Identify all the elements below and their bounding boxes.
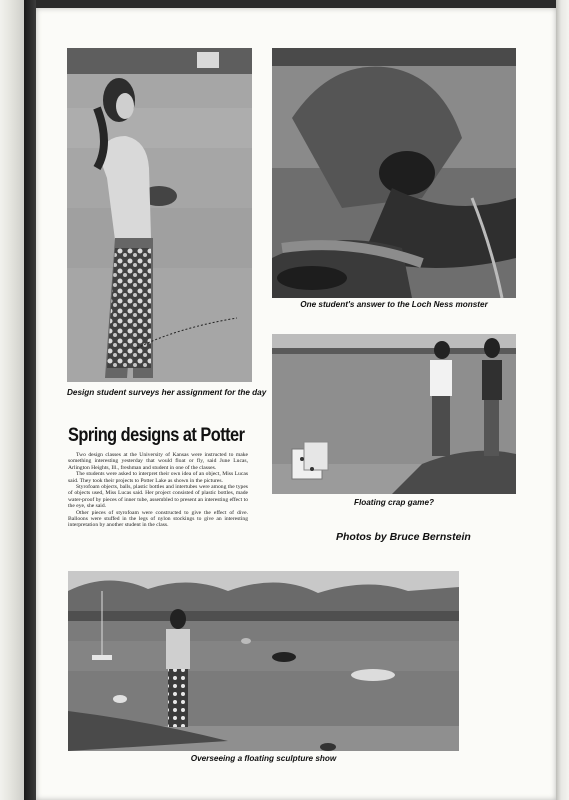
photo-student-surveys	[67, 48, 252, 382]
caption-crap-game: Floating crap game?	[353, 498, 435, 507]
binding-gutter	[24, 0, 36, 800]
caption-sculpture-show: Overseeing a floating sculpture show	[190, 754, 337, 763]
photo-loch-ness	[272, 48, 516, 298]
page-edge	[556, 0, 569, 800]
photo-sculpture-show	[68, 571, 459, 751]
photo-credit: Photos by Bruce Bernstein	[336, 531, 471, 543]
story-body	[68, 452, 248, 529]
story-paragraph: The students were asked to interpret their own idea of an object, Miss Lucas said. They took their projects to Potter Lake as shown in the pictures.	[68, 471, 248, 484]
story-paragraph: Styrofoam objects, balls, plastic bottles and intertubes were among the types of objects used, Miss Lucas said. Her project consisted of plastic bottles, made water-proof by pieces of inner tube, assembled to present an interesting effect to the eye, she said.	[68, 484, 248, 510]
story-paragraph: Other pieces of styrofoam were constructed to give the effect of dive. Balloons were stuffed in the legs of nylon stockings to give an interesting interpretation by another student in the class.	[68, 509, 248, 529]
story-headline: Spring designs at Potter	[68, 425, 245, 446]
story-paragraph: Two design classes at the University of Kansas were instructed to make something interesting yesterday that would float or fly, said June Lucas, Arlington Heights, Ill., freshman and student in one of the classes.	[68, 452, 248, 471]
caption-loch-ness: One student's answer to the Loch Ness monster	[300, 300, 488, 309]
binding-edge	[0, 0, 24, 800]
caption-student-surveys: Design student surveys her assignment for the day	[67, 388, 267, 397]
photo-crap-game	[272, 334, 516, 494]
